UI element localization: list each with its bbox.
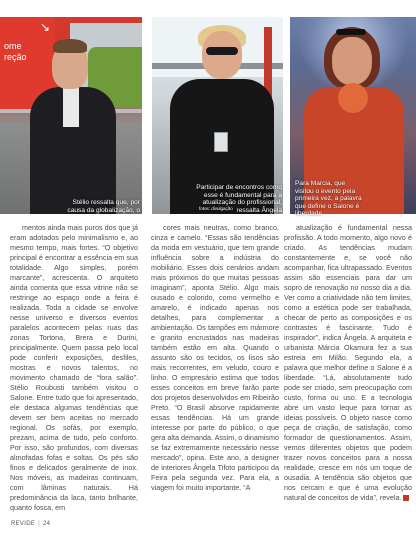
article-column-2 (151, 223, 279, 493)
article-text: atualização é fundamental nessa profissão. A todo momento, algo novo é criado. As tendências mudam constantemente e, se você não acompanhar, fica ultrapassado. Eventos assim são essenciais para dar um sopro de renovação no nosso dia a dia. Ver como a criatividade não tem limites, como a estética pode ser trabalhada, checar de perto as composições e os contrastes é fascinante. Tudo é inspirador”, indica Ângela. A arquiteta e urbanista Márcia Okamura fez a sua estreia em Milão. Segundo ela, a palavra que melhor define o Salone é a liberdade. “Lá, absolutamente tudo pode ser criado, sem preocupação com custo, forma ou uso. E a tecnologia abre um vasto leque para tornar as ideias possíveis. O objeto nasce como peça de criação, de satisfação, como formador de questionamentos. Assim, vemos diferentes objetos que podem trazer novos conceitos para a nossa realidade, cresce em nós um toque de ousadia. A tendência são objetos que nos cercam e que é uma evolução natural de conceitos de vida”, revela. (284, 223, 412, 502)
end-mark-icon (403, 495, 409, 501)
sunglasses-icon (206, 47, 238, 55)
badge-icon (214, 132, 228, 152)
photo-caption: Para Marcia, que visitou o evento pela primeira vez, a palavra que define o Salone é liberdade (295, 180, 362, 218)
photo-caption: Participar de encontros como esse é fundamental para a atualização do profissional, ressalta Ângela (196, 184, 282, 214)
photo-stelio (0, 17, 142, 214)
article-column-1 (10, 223, 138, 513)
page-number: 24 (43, 521, 51, 527)
photo-caption: Stélio ressalta que, por causa da globalização, o (67, 199, 140, 214)
photo-credit: fotos: divulgação (199, 206, 233, 211)
article-text: cores mais neutras, como branco, cinza e camelo. “Essas são tendências da moda em vestuário, que tem grande influência sobre a indústria do mobiliário. Esses dois cenários andam mais próximos do que muitas pessoas imaginam”, aponta Stélio. Algo mais ousado e colorido, como vermelho e amarelo, é indicado apenas nos detalhes, para complementar a ambientação. Os tampões em mármore e granito encrustados nas madeiras também estão em alta. Quando o assunto são os tecidos, os lisos são mais recorrentes, em veludo, couro e linho. O empresário estima que todos esses conceitos em breve farão parte dos projetos desenvolvidos em Ribeirão Preto. “O Brasil absorve rapidamente essas tendências. Há um grande interesse por parte do público, o que gera alta demanda. Assim, o dinamismo se faz extremamente necessário nesse mercado”, opina. Este ano, a designer de interiores Ângela Tifoto participou da Feira pela segunda vez. Para ela, a viagem foi muito importante. “A (151, 223, 279, 492)
page-footer: REVIDE | 24 (11, 521, 51, 527)
magazine-name: REVIDE (11, 521, 36, 527)
article-text: mentos ainda mais puros dos que já eram adotados pelo minimalismo e, ao mesmo tempo, mais fortes. “O objetivo principal é encontrar a essência em sua totalidade. Algo simples, porém marcante”, acrescenta. O arquiteto ainda comenta que essa vitrine não se restringe ao espaço onde a feira é realizada. Toda a cidade se envolve nesse universo e diversos eventos paralelos acontecem pelas ruas das zonas Tortona, Brera e Durini, principalmente. Quem passa pelo local pode conferir exposições, desfiles, mostras e novos talentos, no movimento chamado de “fora salão”. Stélio Roubusti também visitou o Salone. Entre tudo que foi apresentado, ele destaca algumas tendências que devem ser bem aceitas no mercado regional. Os sofás, por exemplo, prezam, acima de tudo, pelo conforto. Por isso, são profundos, com diversas almofadas fofas e soltas. Os pés são finos e delicados geralmente de inox. Nos móveis, as madeiras continuam, com lâminas naturais. Há predominância da laca, tanto brilhante, quanto fosca, em (10, 223, 138, 512)
arrow-icon: ↘ (40, 20, 51, 34)
sunglasses-icon (336, 29, 366, 35)
sign-text: ome reção (4, 41, 27, 62)
article-column-3 (284, 223, 412, 503)
